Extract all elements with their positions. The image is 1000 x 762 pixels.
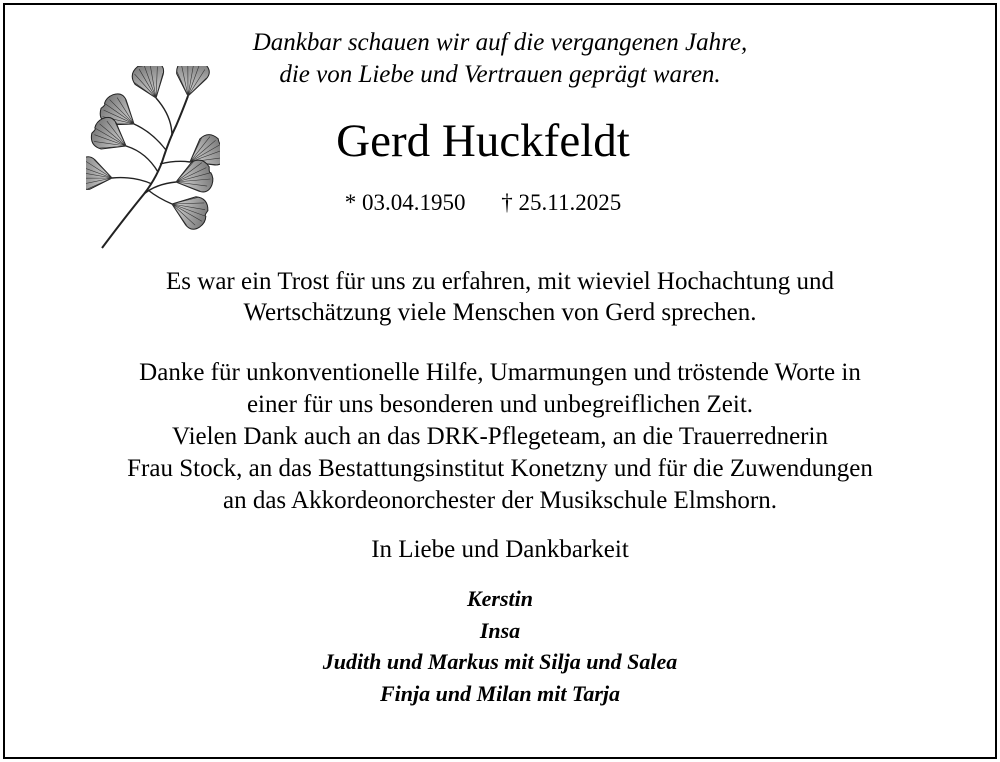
closing-phrase: In Liebe und Dankbarkeit: [371, 536, 629, 563]
birth-date: * 03.04.1950: [344, 190, 466, 215]
life-dates: [0, 188, 966, 218]
text-line: an das Akkordeonorchester der Musikschule Elmshorn.: [222, 487, 778, 514]
text-line: einer für uns besonderen und unbegreiflichen Zeit.: [246, 391, 754, 418]
death-date: † 25.11.2025: [501, 190, 622, 215]
thanks-paragraph-1: [0, 266, 1000, 328]
family-signatures: [0, 583, 1000, 709]
family-member: Kerstin: [466, 586, 534, 611]
text-line: Frau Stock, an das Bestattungsinstitut Konetzny und für die Zuwendungen: [127, 455, 873, 482]
text-line: Vielen Dank auch an das DRK-Pflegeteam, an die Trauerrednerin: [172, 423, 828, 450]
motto-line: Dankbar schauen wir auf die vergangenen Jahre,: [252, 29, 748, 56]
family-member: Judith und Markus mit Silja und Salea: [322, 649, 678, 674]
text-line: Wertschätzung viele Menschen von Gerd sprechen.: [243, 299, 757, 326]
family-member: Insa: [479, 617, 521, 643]
motto: [0, 27, 1000, 91]
family-member: Finja und Milan mit Tarja: [379, 680, 621, 706]
motto-line: die von Liebe und Vertrauen geprägt waren.: [279, 61, 721, 88]
text-line: Danke für unkonventionelle Hilfe, Umarmungen und tröstende Worte in: [139, 359, 861, 386]
text-line: Es war ein Trost für uns zu erfahren, mit wieviel Hochachtung und: [166, 268, 834, 295]
deceased-name: Gerd Huckfeldt: [336, 115, 630, 167]
thanks-paragraph-2: [0, 357, 1000, 517]
